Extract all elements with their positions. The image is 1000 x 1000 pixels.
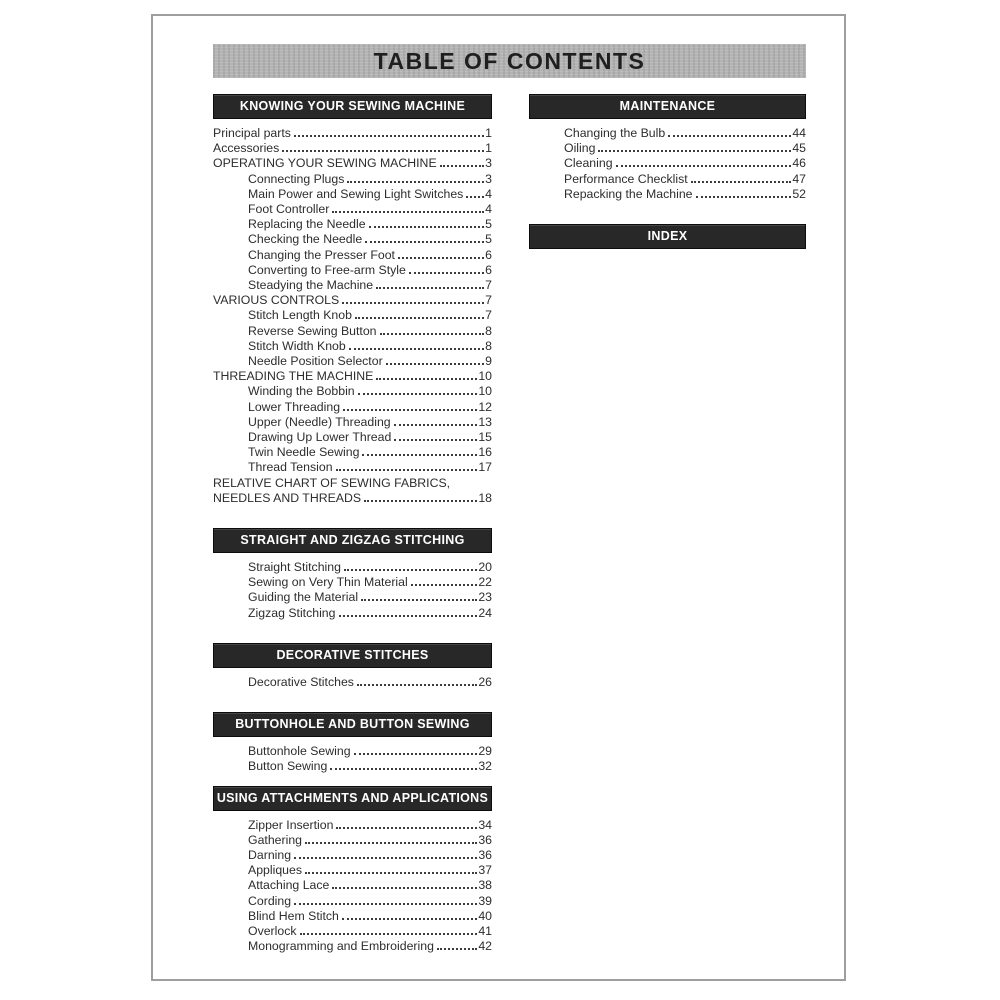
toc-entry bbox=[213, 263, 492, 278]
dot-leader bbox=[354, 753, 478, 755]
entry-label: Darning bbox=[248, 847, 292, 862]
section-entries bbox=[213, 126, 492, 506]
entry-label: Steadying the Machine bbox=[248, 278, 374, 293]
toc-section bbox=[529, 94, 806, 202]
entry-label: Cording bbox=[248, 893, 292, 908]
entry-page-number: 1 bbox=[485, 141, 492, 156]
dot-leader bbox=[347, 181, 484, 183]
toc-entry bbox=[213, 606, 492, 621]
entry-label: Stitch Length Knob bbox=[248, 308, 352, 323]
dot-leader bbox=[386, 363, 484, 365]
entry-label: Thread Tension bbox=[248, 460, 333, 475]
entry-page-number: 36 bbox=[478, 832, 492, 847]
dot-leader bbox=[398, 257, 484, 259]
entry-label: Sewing on Very Thin Material bbox=[248, 575, 408, 590]
dot-leader bbox=[696, 196, 792, 198]
entry-label: Drawing Up Lower Thread bbox=[248, 430, 392, 445]
entry-label: Decorative Stitches bbox=[248, 674, 354, 689]
entry-label: Converting to Free-arm Style bbox=[248, 262, 406, 277]
toc-entry bbox=[213, 833, 492, 848]
entry-page-number: 20 bbox=[478, 560, 492, 575]
entry-page-number: 24 bbox=[478, 605, 492, 620]
entry-page-number: 29 bbox=[478, 744, 492, 759]
toc-entry bbox=[213, 894, 492, 909]
toc-entry bbox=[213, 818, 492, 833]
entry-label: Performance Checklist bbox=[564, 171, 688, 186]
toc-entry bbox=[213, 744, 492, 759]
entry-page-number: 4 bbox=[485, 186, 492, 201]
page-title-bar bbox=[213, 44, 806, 78]
entry-label: Oiling bbox=[564, 141, 596, 156]
toc-entry bbox=[213, 924, 492, 939]
dot-leader bbox=[361, 599, 477, 601]
manual-page bbox=[151, 14, 846, 981]
entry-label: Changing the Bulb bbox=[564, 126, 666, 140]
entry-label: Guiding the Material bbox=[248, 590, 359, 605]
toc-column-left bbox=[213, 94, 492, 954]
entry-page-number: 34 bbox=[478, 817, 492, 832]
section-entries bbox=[213, 675, 492, 690]
toc-entry bbox=[213, 848, 492, 863]
section-header: DECORATIVE STITCHES bbox=[213, 643, 492, 668]
entry-page-number: 3 bbox=[485, 156, 492, 171]
entry-page-number: 46 bbox=[792, 156, 806, 171]
toc-section bbox=[213, 712, 492, 774]
entry-label: Overlock bbox=[248, 923, 297, 938]
entry-label: Principal parts bbox=[213, 126, 291, 140]
dot-leader bbox=[342, 918, 477, 920]
toc-entry bbox=[213, 248, 492, 263]
toc-entry bbox=[213, 909, 492, 924]
toc-entry bbox=[213, 202, 492, 217]
entry-label: Zigzag Stitching bbox=[248, 605, 336, 620]
entry-label: Button Sewing bbox=[248, 759, 328, 774]
entry-page-number: 32 bbox=[478, 759, 492, 774]
entry-label: Main Power and Sewing Light Switches bbox=[248, 186, 464, 201]
toc-entry bbox=[213, 354, 492, 369]
toc-entry bbox=[213, 460, 492, 475]
entry-label: RELATIVE CHART OF SEWING FABRICS, bbox=[213, 475, 451, 490]
toc-entry bbox=[213, 560, 492, 575]
toc-entry bbox=[213, 675, 492, 690]
toc-column-right bbox=[529, 94, 806, 256]
entry-page-number: 47 bbox=[792, 171, 806, 186]
dot-leader bbox=[330, 768, 477, 770]
toc-entry bbox=[213, 575, 492, 590]
entry-page-number: 42 bbox=[478, 939, 492, 954]
toc-entry bbox=[213, 863, 492, 878]
entry-label: OPERATING YOUR SEWING MACHINE bbox=[213, 156, 437, 171]
dot-leader bbox=[336, 827, 477, 829]
toc-section bbox=[213, 786, 492, 955]
entry-label: Buttonhole Sewing bbox=[248, 744, 351, 759]
toc-section bbox=[213, 94, 492, 506]
toc-section bbox=[213, 643, 492, 690]
toc-entry bbox=[213, 308, 492, 323]
toc-entry bbox=[213, 232, 492, 247]
entry-page-number: 12 bbox=[478, 399, 492, 414]
toc-entry bbox=[213, 324, 492, 339]
dot-leader bbox=[349, 348, 484, 350]
toc-entry bbox=[213, 217, 492, 232]
dot-leader bbox=[691, 181, 792, 183]
entry-page-number: 8 bbox=[485, 323, 492, 338]
dot-leader bbox=[339, 615, 478, 617]
entry-label: Repacking the Machine bbox=[564, 186, 693, 201]
entry-page-number: 6 bbox=[485, 262, 492, 277]
entry-page-number: 36 bbox=[478, 847, 492, 862]
dot-leader bbox=[300, 933, 478, 935]
dot-leader bbox=[294, 135, 484, 137]
dot-leader bbox=[282, 150, 484, 152]
dot-leader bbox=[394, 439, 477, 441]
entry-label: Blind Hem Stitch bbox=[248, 908, 339, 923]
entry-page-number: 26 bbox=[478, 674, 492, 689]
entry-page-number: 9 bbox=[485, 354, 492, 369]
toc-entry bbox=[529, 187, 806, 202]
dot-leader bbox=[362, 454, 477, 456]
section-header: BUTTONHOLE AND BUTTON SEWING bbox=[213, 712, 492, 737]
entry-page-number: 39 bbox=[478, 893, 492, 908]
entry-label: Zipper Insertion bbox=[248, 817, 334, 832]
entry-page-number: 3 bbox=[485, 171, 492, 186]
entry-label: Monogramming and Embroidering bbox=[248, 939, 434, 954]
dot-leader bbox=[411, 584, 478, 586]
entry-label: Straight Stitching bbox=[248, 560, 341, 575]
toc-entry bbox=[213, 339, 492, 354]
toc-entry bbox=[213, 156, 492, 171]
section-entries bbox=[213, 818, 492, 955]
dot-leader bbox=[380, 333, 485, 335]
section-header: USING ATTACHMENTS AND APPLICATIONS bbox=[213, 786, 492, 811]
dot-leader bbox=[294, 903, 477, 905]
dot-leader bbox=[358, 393, 478, 395]
entry-label: Accessories bbox=[213, 141, 280, 156]
entry-label: Needle Position Selector bbox=[248, 354, 383, 369]
toc-entry bbox=[213, 384, 492, 399]
toc-entry bbox=[213, 187, 492, 202]
entry-label: Cleaning bbox=[564, 156, 613, 171]
entry-page-number: 4 bbox=[485, 202, 492, 217]
dot-leader bbox=[332, 887, 477, 889]
entry-page-number: 10 bbox=[478, 384, 492, 399]
entry-page-number: 5 bbox=[485, 217, 492, 232]
entry-page-number: 41 bbox=[478, 923, 492, 938]
entry-label: Connecting Plugs bbox=[248, 171, 345, 186]
entry-page-number: 7 bbox=[485, 293, 492, 308]
entry-label: Reverse Sewing Button bbox=[248, 323, 377, 338]
entry-label: Foot Controller bbox=[248, 202, 330, 217]
toc-entry bbox=[213, 278, 492, 293]
section-entries bbox=[213, 560, 492, 621]
toc-section bbox=[529, 224, 806, 249]
toc-entry bbox=[529, 156, 806, 171]
section-header: INDEX bbox=[529, 224, 806, 249]
dot-leader bbox=[342, 302, 484, 304]
toc-entry bbox=[529, 141, 806, 156]
toc-entry bbox=[213, 400, 492, 415]
section-header: STRAIGHT AND ZIGZAG STITCHING bbox=[213, 528, 492, 553]
entry-label: THREADING THE MACHINE bbox=[213, 369, 374, 384]
toc-entry bbox=[213, 430, 492, 445]
entry-page-number: 38 bbox=[478, 878, 492, 893]
entry-label: Lower Threading bbox=[248, 399, 341, 414]
entry-page-number: 13 bbox=[478, 414, 492, 429]
dot-leader bbox=[343, 409, 477, 411]
toc-entry bbox=[213, 293, 492, 308]
toc-entry bbox=[213, 476, 492, 491]
toc-entry bbox=[213, 415, 492, 430]
dot-leader bbox=[376, 287, 484, 289]
entry-label: NEEDLES AND THREADS bbox=[213, 490, 362, 505]
entry-page-number: 7 bbox=[485, 308, 492, 323]
entry-page-number: 10 bbox=[478, 369, 492, 384]
dot-leader bbox=[376, 378, 477, 380]
toc-entry bbox=[213, 939, 492, 954]
dot-leader bbox=[437, 948, 477, 950]
toc-entry bbox=[213, 878, 492, 893]
entry-label: Upper (Needle) Threading bbox=[248, 414, 391, 429]
entry-page-number: 15 bbox=[478, 430, 492, 445]
entry-page-number: 8 bbox=[485, 338, 492, 353]
section-entries bbox=[213, 744, 492, 774]
entry-page-number: 17 bbox=[478, 460, 492, 475]
entry-page-number: 52 bbox=[792, 186, 806, 201]
entry-page-number: 16 bbox=[478, 445, 492, 460]
entry-label: Attaching Lace bbox=[248, 878, 330, 893]
entry-page-number: 37 bbox=[478, 863, 492, 878]
dot-leader bbox=[466, 196, 484, 198]
dot-leader bbox=[344, 569, 477, 571]
dot-leader bbox=[305, 872, 477, 874]
toc-section bbox=[213, 528, 492, 621]
entry-label: Changing the Presser Foot bbox=[248, 247, 395, 262]
dot-leader bbox=[364, 500, 477, 502]
entry-label: Stitch Width Knob bbox=[248, 338, 346, 353]
entry-page-number: 6 bbox=[485, 247, 492, 262]
dot-leader bbox=[294, 857, 477, 859]
entry-label: Twin Needle Sewing bbox=[248, 445, 360, 460]
section-header: KNOWING YOUR SEWING MACHINE bbox=[213, 94, 492, 119]
dot-leader bbox=[440, 165, 485, 167]
entry-page-number: 18 bbox=[478, 490, 492, 505]
page-title: TABLE OF CONTENTS bbox=[373, 47, 646, 74]
dot-leader bbox=[369, 226, 485, 228]
dot-leader bbox=[598, 150, 791, 152]
toc-entry bbox=[213, 590, 492, 605]
entry-label: Replacing the Needle bbox=[248, 217, 366, 232]
dot-leader bbox=[365, 241, 484, 243]
entry-page-number: 40 bbox=[478, 908, 492, 923]
dot-leader bbox=[332, 211, 484, 213]
toc-entry bbox=[529, 172, 806, 187]
toc-entry bbox=[213, 172, 492, 187]
entry-page-number: 5 bbox=[485, 232, 492, 247]
toc-entry bbox=[213, 445, 492, 460]
dot-leader bbox=[409, 272, 484, 274]
toc-entry bbox=[213, 141, 492, 156]
toc-entry bbox=[213, 369, 492, 384]
entry-label: Winding the Bobbin bbox=[248, 384, 355, 399]
dot-leader bbox=[394, 424, 478, 426]
toc-entry bbox=[213, 759, 492, 774]
entry-page-number: 1 bbox=[485, 126, 492, 140]
entry-label: Gathering bbox=[248, 832, 303, 847]
dot-leader bbox=[336, 469, 478, 471]
entry-page-number: 7 bbox=[485, 278, 492, 293]
dot-leader bbox=[668, 135, 791, 137]
entry-page-number: 44 bbox=[792, 126, 806, 140]
dot-leader bbox=[616, 165, 792, 167]
entry-page-number: 23 bbox=[478, 590, 492, 605]
entry-page-number: 22 bbox=[478, 575, 492, 590]
entry-label: VARIOUS CONTROLS bbox=[213, 293, 340, 308]
entry-label: Appliques bbox=[248, 863, 303, 878]
toc-entry bbox=[529, 126, 806, 141]
dot-leader bbox=[357, 684, 477, 686]
toc-entry bbox=[213, 491, 492, 506]
entry-page-number: 45 bbox=[792, 141, 806, 156]
section-entries bbox=[529, 126, 806, 202]
toc-entry bbox=[213, 126, 492, 141]
entry-label: Checking the Needle bbox=[248, 232, 363, 247]
section-header: MAINTENANCE bbox=[529, 94, 806, 119]
dot-leader bbox=[305, 842, 477, 844]
dot-leader bbox=[355, 317, 484, 319]
